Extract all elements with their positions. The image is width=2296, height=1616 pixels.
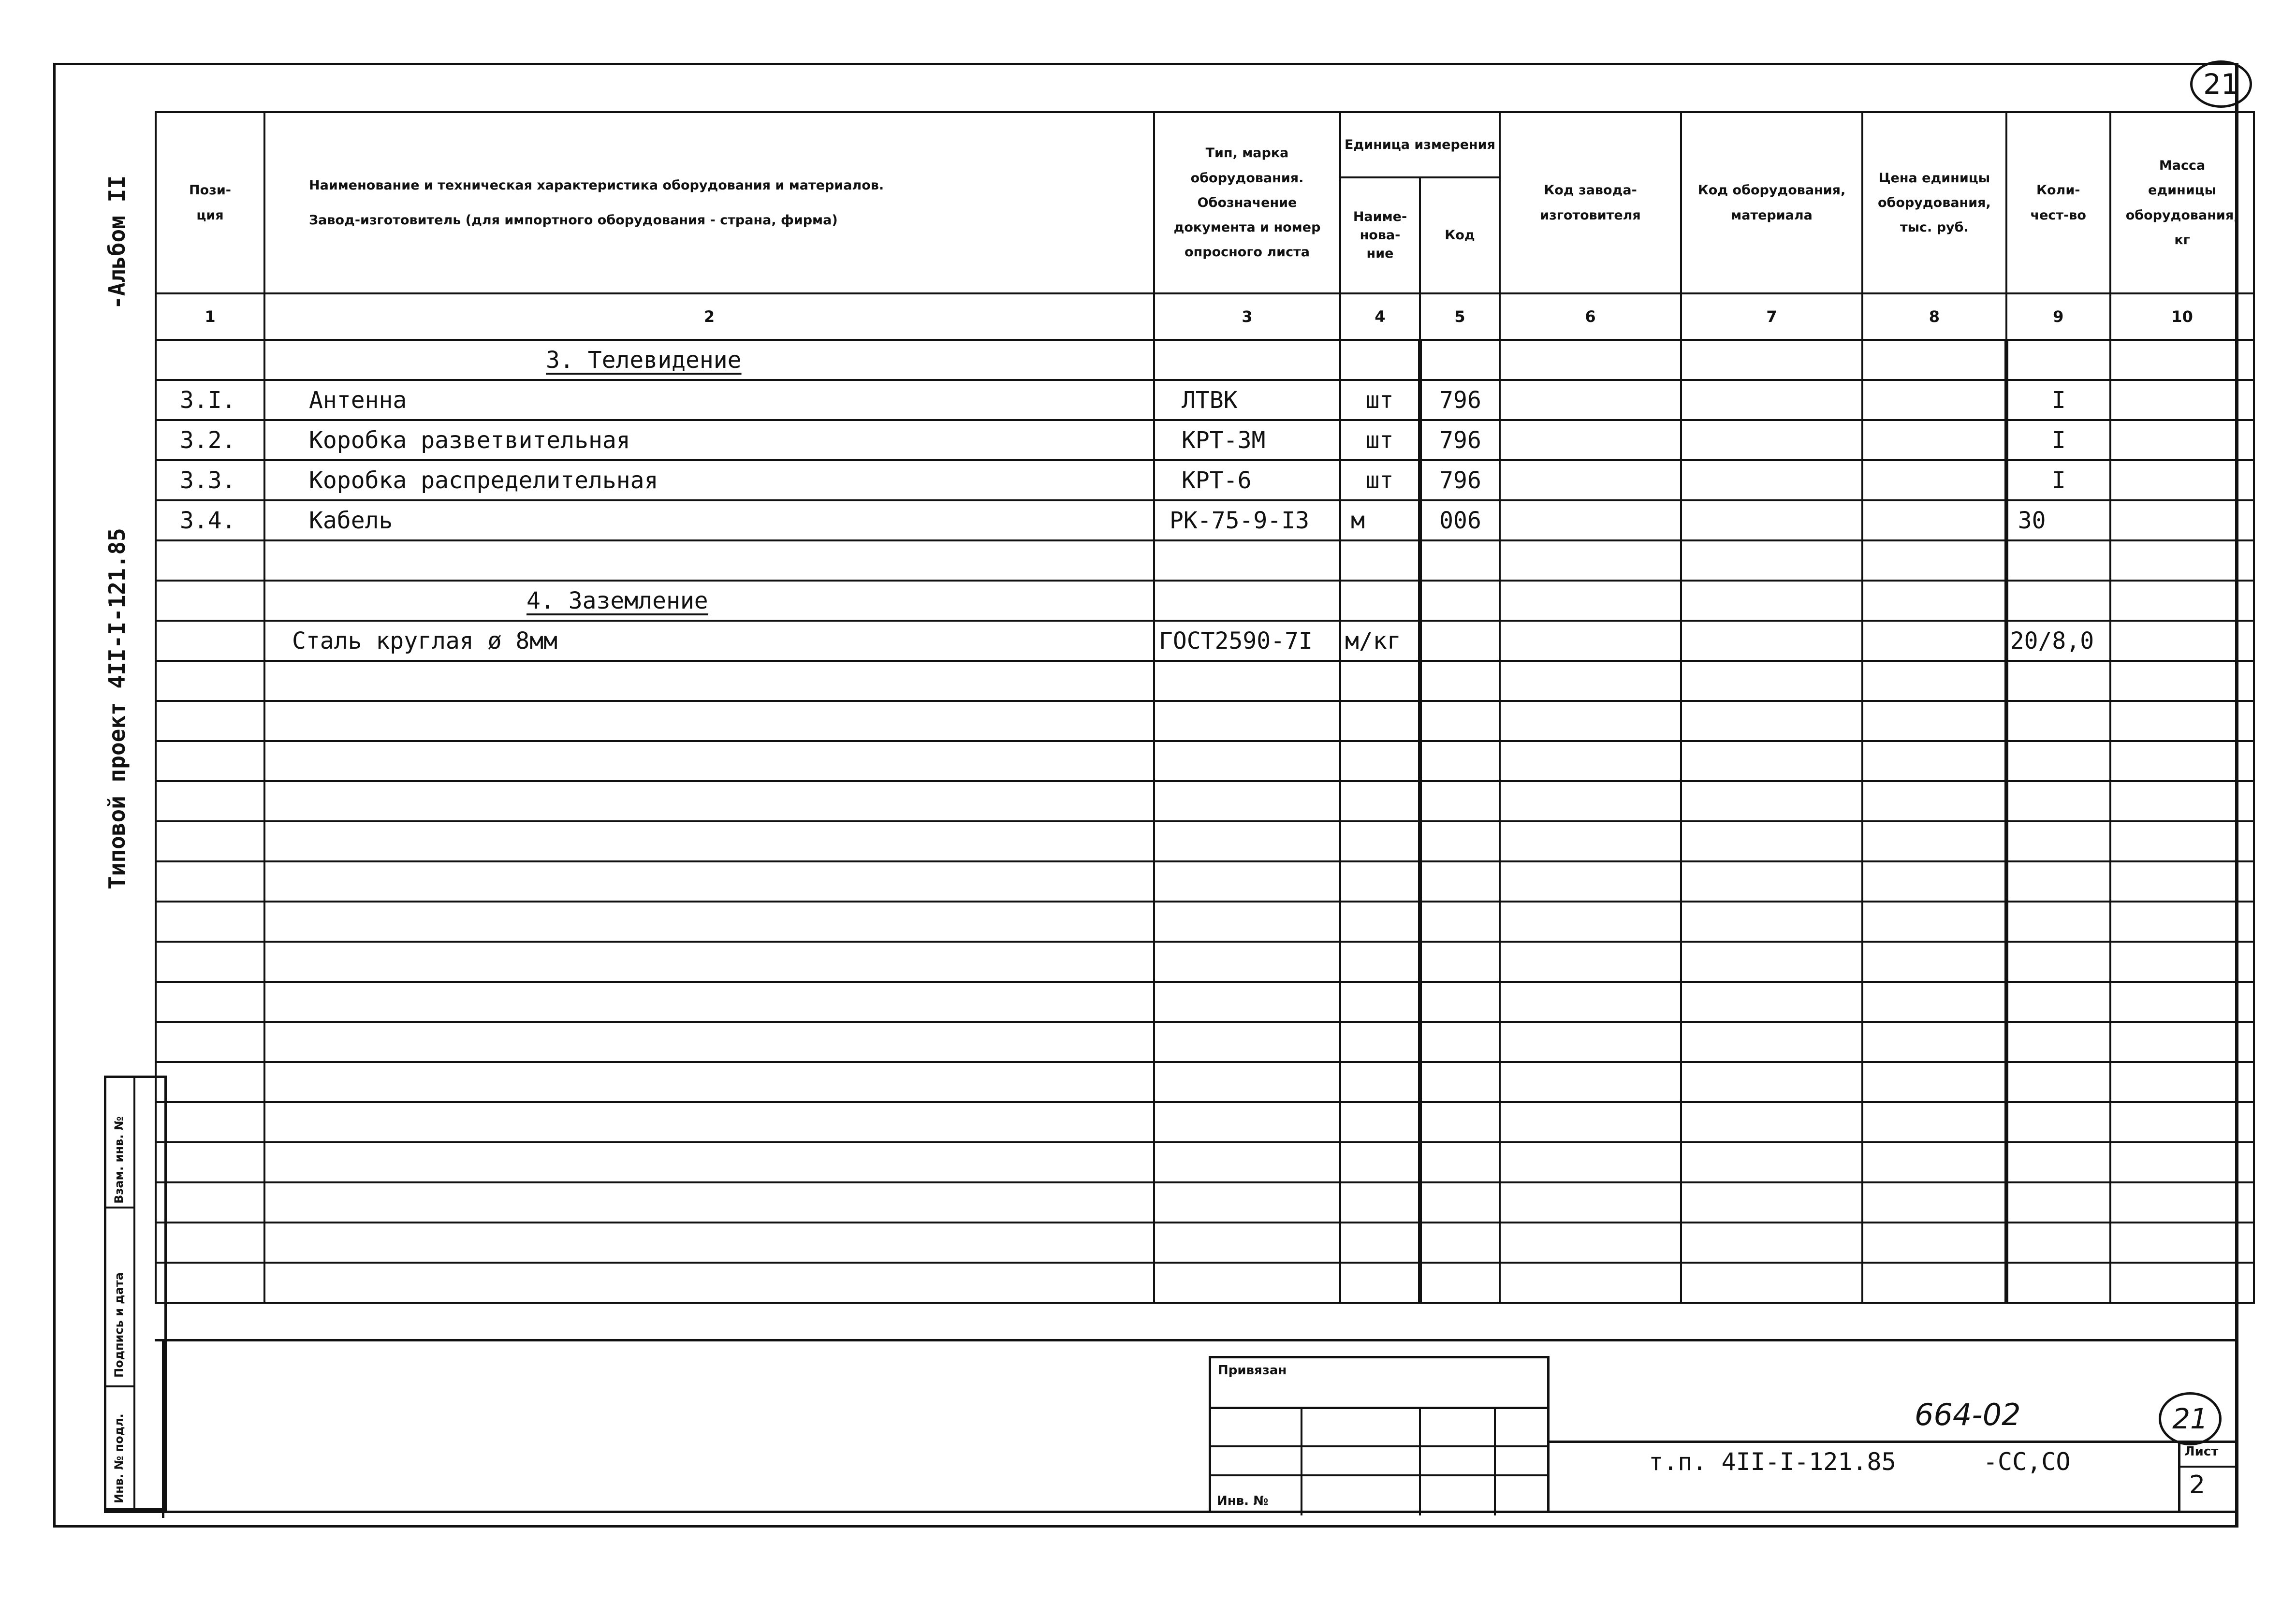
column-number: 4	[1340, 293, 1420, 340]
archive-number: 664-02	[1915, 1397, 2021, 1432]
document-suffix: -СС,СО	[1983, 1448, 2071, 1476]
row-type: ЛТВК	[1154, 380, 1340, 420]
row-position: 3.4.	[156, 500, 264, 540]
sheet-number: 2	[2189, 1470, 2206, 1500]
stamp-line	[1301, 1407, 1302, 1515]
table-row	[156, 340, 2254, 380]
row-name: Сталь круглая ø 8мм	[264, 621, 1154, 661]
row-type: КРТ-3М	[1154, 420, 1340, 460]
row-name: Антенна	[264, 380, 1154, 420]
header-row	[156, 112, 2254, 177]
column-number: 7	[1681, 293, 1862, 340]
side-stamp-label-replaced: Взам. инв. №	[112, 1116, 126, 1204]
row-unit: шт	[1340, 380, 1420, 420]
side-stamp-label-original: Инв. № подл.	[112, 1413, 126, 1503]
row-position: 3.3.	[156, 460, 264, 500]
stamp-left-line	[162, 1339, 164, 1518]
table-row	[156, 781, 2254, 821]
table-row	[156, 1102, 2254, 1142]
table-row	[156, 540, 2254, 581]
stamp-line	[1419, 1407, 1421, 1515]
row-qty: 30	[2006, 500, 2110, 540]
row-position: 3.2.	[156, 420, 264, 460]
bottom-frame-line	[104, 1511, 2236, 1513]
row-position	[156, 621, 264, 661]
table-row	[156, 500, 2254, 540]
table-row	[156, 701, 2254, 741]
stamp-line	[1211, 1474, 1547, 1476]
column-number: 2	[264, 293, 1154, 340]
table-row	[156, 420, 2254, 460]
column-number: 10	[2110, 293, 2254, 340]
row-position	[156, 540, 264, 581]
row-name	[264, 540, 1154, 581]
row-qty: I	[2006, 380, 2110, 420]
header-name-line2: Завод-изготовитель (для импортного оборудования - страна, фирма)	[309, 212, 838, 228]
row-unit: шт	[1340, 420, 1420, 460]
row-unit	[1340, 581, 1420, 621]
table-row	[156, 1182, 2254, 1223]
table-row	[156, 1062, 2254, 1102]
sheet-divider	[2180, 1466, 2236, 1468]
header-mass: Масса единицы оборудования, кг	[2110, 112, 2254, 293]
row-position	[156, 581, 264, 621]
row-unit	[1340, 340, 1420, 380]
header-unit-name: Наиме-нова-ние	[1340, 177, 1420, 293]
table-row	[156, 380, 2254, 420]
section-title	[264, 581, 1154, 621]
header-factory-code: Код завода-изготовителя	[1500, 112, 1681, 293]
row-qty: I	[2006, 420, 2110, 460]
row-code: 796	[1420, 420, 1500, 460]
album-label: -Альбом II	[104, 175, 130, 309]
column-number: 1	[156, 293, 264, 340]
row-position	[156, 340, 264, 380]
column-number: 9	[2006, 293, 2110, 340]
row-unit	[1340, 540, 1420, 581]
header-name	[264, 112, 1154, 293]
document-code-line	[1550, 1441, 2236, 1443]
table-row	[156, 821, 2254, 861]
row-code: 796	[1420, 380, 1500, 420]
row-code	[1420, 340, 1500, 380]
row-type: КРТ-6	[1154, 460, 1340, 500]
sheet-label: Лист	[2184, 1444, 2219, 1459]
document-code-text: т.п. 4II-I-121.85	[1649, 1448, 1896, 1476]
section-title-text: 3. Телевидение	[546, 346, 742, 374]
row-type	[1154, 581, 1340, 621]
table-row	[156, 982, 2254, 1022]
column-number: 3	[1154, 293, 1340, 340]
row-qty	[2006, 540, 2110, 581]
row-name: Коробка распределительная	[264, 460, 1154, 500]
row-unit: м	[1340, 500, 1420, 540]
table-row	[156, 1223, 2254, 1263]
column-number: 6	[1500, 293, 1681, 340]
page-number-circle	[2190, 60, 2252, 108]
row-type: РК-75-9-I3	[1154, 500, 1340, 540]
sheet-box	[2178, 1441, 2236, 1513]
column-number: 5	[1420, 293, 1500, 340]
row-code	[1420, 581, 1500, 621]
stamp-top-line	[155, 1339, 2236, 1341]
row-qty: I	[2006, 460, 2110, 500]
side-stamp-label-signature: Подпись и дата	[112, 1272, 126, 1378]
header-type: Тип, марка оборудования. Обозначение документа и номер опросного листа	[1154, 112, 1340, 293]
project-label: Типовой проект 4II-I-121.85	[104, 528, 130, 889]
header-position: Пози- ция	[156, 112, 264, 293]
table-row	[156, 581, 2254, 621]
stamp-line	[1211, 1407, 1547, 1409]
table-row	[156, 942, 2254, 982]
table-row	[156, 1263, 2254, 1303]
table-row	[156, 741, 2254, 781]
table-row	[156, 861, 2254, 902]
header-price: Цена единицы оборудования, тыс. руб.	[1862, 112, 2006, 293]
row-code: 796	[1420, 460, 1500, 500]
column-number: 8	[1862, 293, 2006, 340]
row-name: Коробка разветвительная	[264, 420, 1154, 460]
header-name-line1: Наименование и техническая характеристика оборудования и материалов.	[309, 178, 884, 193]
table-row	[156, 661, 2254, 701]
header-quantity: Коли-чест-во	[2006, 112, 2110, 293]
column-numbers-row	[156, 293, 2254, 340]
equipment-table	[155, 111, 2255, 1304]
row-qty: 20/8,0	[2006, 621, 2110, 661]
row-position: 3.I.	[156, 380, 264, 420]
row-unit: м/кг	[1340, 621, 1420, 661]
table-row	[156, 621, 2254, 661]
row-type	[1154, 540, 1340, 581]
table-row	[156, 1142, 2254, 1182]
section-title	[264, 340, 1154, 380]
attachment-stamp	[1209, 1356, 1550, 1513]
row-code	[1420, 621, 1500, 661]
circled-page-number	[2159, 1392, 2222, 1445]
section-title-text: 4. Заземление	[526, 587, 708, 614]
header-unit-group: Единица измерения	[1340, 112, 1500, 177]
table-row	[156, 1022, 2254, 1062]
header-equipment-code: Код оборудования, материала	[1681, 112, 1862, 293]
stamp-line	[1211, 1445, 1547, 1447]
row-qty	[2006, 581, 2110, 621]
row-code: 006	[1420, 500, 1500, 540]
document-code	[1649, 1448, 2070, 1476]
stamp-line	[1494, 1407, 1496, 1515]
row-name: Кабель	[264, 500, 1154, 540]
circled-page-number-text: 21	[2172, 1402, 2208, 1435]
page-number-top: 21	[2203, 68, 2239, 101]
inv-number-label: Инв. №	[1217, 1494, 1269, 1508]
table-row	[156, 460, 2254, 500]
header-unit-code: Код	[1420, 177, 1500, 293]
row-unit: шт	[1340, 460, 1420, 500]
row-type	[1154, 340, 1340, 380]
table-row	[156, 902, 2254, 942]
attached-label: Привязан	[1218, 1363, 1287, 1378]
row-code	[1420, 540, 1500, 581]
row-qty	[2006, 340, 2110, 380]
row-type: ГОСТ2590-7I	[1154, 621, 1340, 661]
